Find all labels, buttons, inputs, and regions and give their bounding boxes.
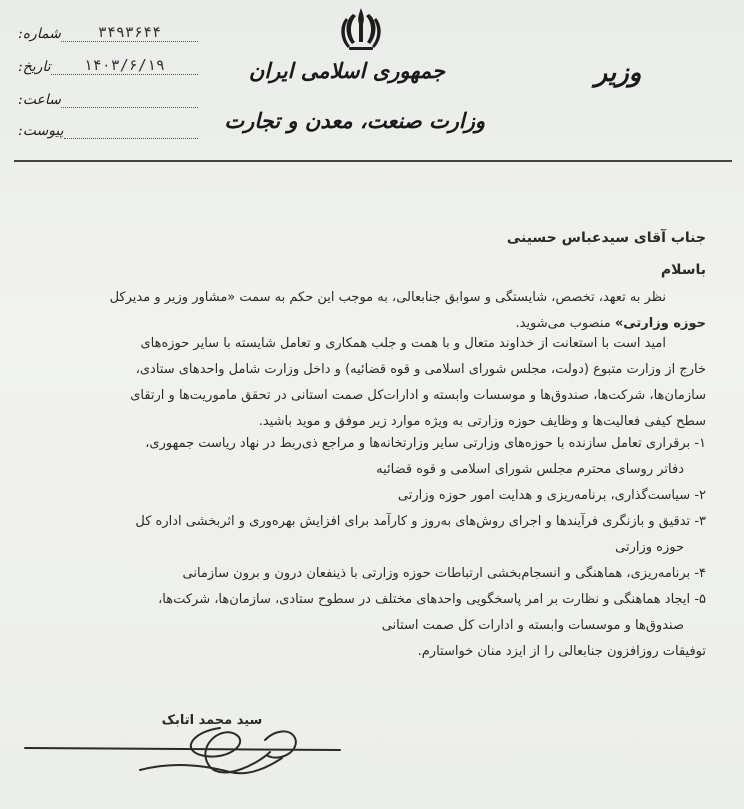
- item-text: سیاست‌گذاری، برنامه‌ریزی و هدایت امور حوزه وزارتی: [397, 488, 691, 503]
- attachment-label: پیوست:: [18, 123, 64, 139]
- appointment-paragraph: [66, 285, 706, 337]
- list-item-continuation: حوزه وزارتی: [615, 540, 684, 555]
- number-value: ۳۴۹۳۶۴۴: [61, 23, 198, 42]
- iran-emblem-icon: [335, 4, 387, 54]
- item-text: تدقیق و بازنگری فرآیندها و اجرای روش‌های به‌روز و کارآمد برای افزایش بهره‌وری و اثربخشی اداره کل: [135, 514, 691, 529]
- date-label: تاریخ:: [18, 59, 51, 75]
- item-text: برنامه‌ریزی، هماهنگی و انسجام‌بخشی ارتباطات حوزه وزارتی با ذینفعان درون و برون سازمانی: [182, 566, 691, 581]
- attachment-field: [18, 117, 198, 139]
- item-number: ۱-: [694, 436, 706, 451]
- republic-title: جمهوری اسلامی ایران: [248, 58, 445, 83]
- para2-line: سازمان‌ها، شرکت‌ها، صندوق‌ها و موسسات وابسته و ادارات‌کل صمت استانی در تحقق ماموریت‌ها و ارتقای: [130, 388, 706, 403]
- number-field: [18, 20, 198, 42]
- item-number: ۵-: [694, 592, 706, 607]
- time-value: [61, 89, 198, 108]
- date-field: [18, 53, 198, 75]
- attachment-value: [64, 120, 198, 139]
- para1-line1: نظر به تعهد، تخصص، شایستگی و سوابق جنابعالی، به موجب این حکم به سمت «مشاور وزیر و مدیرکل: [109, 290, 666, 305]
- item-text: ایجاد هماهنگی و نظارت بر امر پاسخگویی واحدهای مختلف در سطوح ستادی، سازمان‌ها، شرکت‌ها،: [158, 592, 691, 607]
- greeting: باسلام: [660, 262, 706, 278]
- list-item: [66, 561, 706, 587]
- signatory-name: سید محمد اتابک: [161, 713, 263, 728]
- list-item: [66, 509, 706, 535]
- closing-line: توفیقات روزافزون جنابعالی را از ایزد منان خواستارم.: [417, 644, 706, 659]
- date-value: ۱۴۰۳/۶/۱۹: [51, 56, 198, 75]
- time-field: [18, 86, 198, 108]
- para2-line: سطح کیفی فعالیت‌ها و وظایف حوزه وزارتی به ویژه موارد زیر موفق و موید باشید.: [258, 414, 706, 429]
- minister-title: وزیر: [594, 58, 642, 88]
- duties-list: [66, 431, 706, 665]
- ministry-title: وزارت صنعت، معدن و تجارت: [224, 108, 485, 133]
- item-number: ۳-: [694, 514, 706, 529]
- signature-scribble: [20, 722, 350, 784]
- para2-line: خارج از وزارت متبوع (دولت، مجلس شورای اسلامی و قوه قضائیه) و داخل وزارت شامل واحدهای ستادی،: [135, 362, 706, 377]
- addressee: جناب آقای سیدعباس حسینی: [506, 230, 706, 246]
- number-label: شماره:: [18, 26, 61, 42]
- header-divider: [14, 160, 732, 162]
- list-item-continuation: صندوق‌ها و موسسات وابسته و ادارات کل صمت استانی: [381, 618, 684, 633]
- post-title: حوزه وزارتی»: [614, 316, 706, 331]
- para1-line2-rest: منصوب می‌شوید.: [515, 316, 615, 331]
- wishes-paragraph: [66, 331, 706, 435]
- para2-line: امید است با استعانت از خداوند متعال و با همت و جلب همکاری و تعامل شایسته با سایر حوزه‌های: [140, 336, 666, 351]
- list-item: [66, 483, 706, 509]
- list-item-continuation: دفاتر روسای محترم مجلس شورای اسلامی و قوه قضائیه: [376, 462, 684, 477]
- list-item: [66, 587, 706, 613]
- list-item: [66, 431, 706, 457]
- time-label: ساعت:: [18, 92, 61, 108]
- item-text: برقراری تعامل سازنده با حوزه‌های وزارتی سایر وزارتخانه‌ها و مراجع ذی‌ربط در نهاد ریاست جمهوری،: [145, 436, 691, 451]
- item-number: ۲-: [694, 488, 706, 503]
- item-number: ۴-: [694, 566, 706, 581]
